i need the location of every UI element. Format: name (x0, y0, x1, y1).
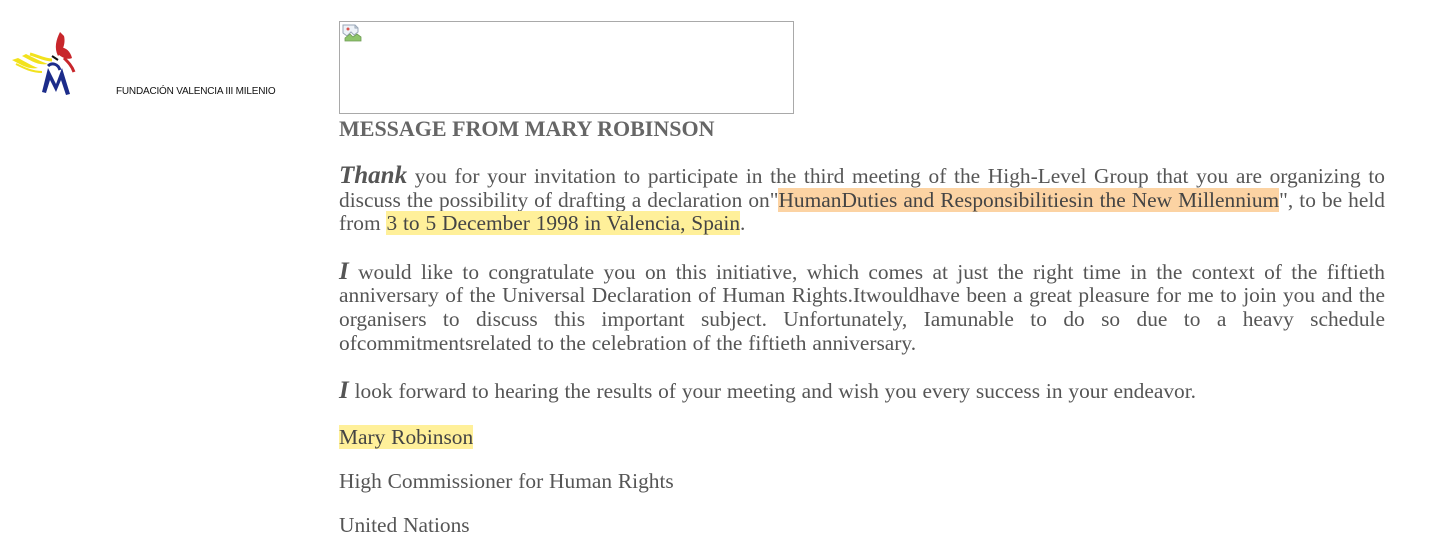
signature-position: High Commissioner for Human Rights (339, 468, 674, 493)
signature-name: Mary Robinson (339, 424, 474, 449)
paragraph-text: you for your invitation to participate in the third meeting of the High-Level Group that you are organizing to discuss the possibility of drafting a declaration on" (339, 164, 1385, 212)
paragraph-text: would like to congratulate you on this initiative, which comes at just the right time in the context of the fiftieth anniversary of the Universal Declaration of Human Rights.Itwouldhave been a great pleasure for me to join you and the organisers to discuss this important subject. Unfortunately, Iamunable to do so due to a heavy schedule ofcommitmentsrelated to the celebration of the fiftieth anniversary. (339, 259, 1385, 355)
highlight-duties: Duties and Responsibilities (841, 187, 1077, 212)
dropcap: I (339, 257, 349, 285)
dropcap: I (339, 377, 349, 405)
paragraph-text: . (740, 211, 746, 236)
message-content (339, 115, 1385, 537)
message-title: MESSAGE FROM MARY ROBINSON (339, 116, 715, 141)
paragraph-closing (339, 379, 1385, 404)
paragraph-text: ", to be held from (339, 187, 1385, 236)
highlight-human: Human (778, 187, 842, 212)
paragraph-text: look forward to hearing the results of your meeting and wish you every success in your endeavor. (348, 379, 1197, 404)
foundation-name: FUNDACIÓN VALENCIA III MILENIO (116, 86, 276, 97)
broken-image-icon (342, 24, 362, 42)
paragraph-congratulations (339, 257, 1385, 355)
dropcap: Thank (339, 162, 408, 189)
foundation-logo-mark (8, 26, 88, 100)
banner-image (339, 21, 794, 114)
signature-organization: United Nations (339, 512, 470, 537)
highlight-millennium: in the New Millennium (1076, 187, 1280, 212)
highlight-date-place: 3 to 5 December 1998 in Valencia, Spain (386, 211, 741, 236)
foundation-logo (8, 26, 88, 100)
paragraph-invitation (339, 164, 1385, 236)
signature-name-line (339, 425, 1385, 449)
